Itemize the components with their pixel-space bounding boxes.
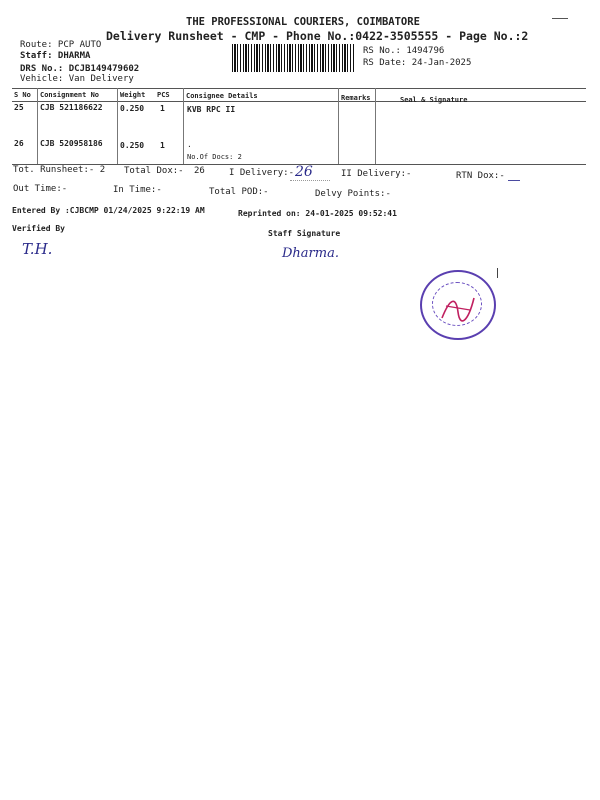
staff-label: Staff: DHARMA — [20, 51, 91, 61]
header-weight: Weight — [120, 91, 146, 99]
row-consignment: CJB 521186622 — [40, 103, 103, 112]
barcode — [232, 44, 354, 72]
runsheet-subtitle: Delivery Runsheet - CMP - Phone No.:0422-3505555 - Page No.:2 — [106, 29, 529, 43]
col-divider — [338, 88, 339, 164]
table-top-border — [12, 88, 586, 89]
staff-signature-label: Staff Signature — [268, 229, 341, 238]
rs-number: RS No.: 1494796 — [363, 46, 445, 56]
row-sno: 25 — [14, 103, 24, 112]
delvy-points-label: Delvy Points:- — [315, 189, 391, 199]
row-consignee: KVB RPC II — [187, 105, 236, 114]
row-pcs: 1 — [160, 104, 165, 113]
header-sno: S No — [14, 91, 31, 99]
row-weight: 0.250 — [120, 104, 145, 113]
row-weight: 0.250 — [120, 141, 145, 150]
row-pcs: 1 — [160, 141, 165, 150]
row-docs-count: No.Of Docs: 2 — [187, 153, 242, 161]
row-sno: 26 — [14, 139, 24, 148]
verified-signature: T.H. — [22, 240, 53, 258]
i-delivery-label: I Delivery:- — [229, 168, 295, 178]
i-delivery-handwritten: 26 — [295, 164, 313, 180]
stray-mark — [497, 268, 498, 278]
vehicle-label: Vehicle: Van Delivery — [20, 74, 134, 84]
total-dox-label: Total Dox:- — [124, 166, 184, 176]
in-time-label: In Time:- — [113, 185, 162, 195]
reprinted-on: Reprinted on: 24-01-2025 09:52:41 — [238, 209, 397, 218]
col-divider — [183, 88, 184, 164]
out-time-label: Out Time:- — [13, 184, 68, 194]
row-consignee: . — [187, 140, 192, 149]
tot-runsheet: Tot. Runsheet:- 2 — [13, 165, 106, 175]
rtn-dox-label: RTN Dox:- — [456, 171, 505, 181]
rtn-dox-handwritten-mark — [508, 180, 520, 181]
header-consignment: Consignment No — [40, 91, 100, 99]
drs-number: DRS No.: DCJB149479602 — [20, 64, 140, 74]
stamp-signature-scribble — [436, 288, 480, 328]
header-consignee: Consignee Details — [186, 92, 258, 100]
i-delivery-underline — [290, 180, 330, 181]
entered-by: Entered By :CJBCMP 01/24/2025 9:22:19 AM — [12, 206, 205, 215]
col-divider — [37, 88, 38, 164]
verified-by-label: Verified By — [12, 224, 65, 233]
company-title: THE PROFESSIONAL COURIERS, COIMBATORE — [186, 16, 420, 28]
total-dox-value: 26 — [194, 166, 205, 176]
header-remarks: Remarks — [341, 94, 371, 102]
header-seal: Seal & Signature — [400, 96, 468, 104]
corner-mark — [552, 18, 568, 19]
staff-handwritten-signature: Dharma. — [282, 246, 339, 261]
table-header-border — [12, 101, 586, 102]
header-pcs: PCS — [157, 91, 170, 99]
col-divider — [375, 88, 376, 164]
rs-date: RS Date: 24-Jan-2025 — [363, 58, 472, 68]
col-divider — [117, 88, 118, 164]
total-pod-label: Total POD:- — [209, 187, 269, 197]
ii-delivery-label: II Delivery:- — [341, 169, 412, 179]
route-label: Route: PCP AUTO — [20, 40, 102, 50]
row-consignment: CJB 520958186 — [40, 139, 103, 148]
